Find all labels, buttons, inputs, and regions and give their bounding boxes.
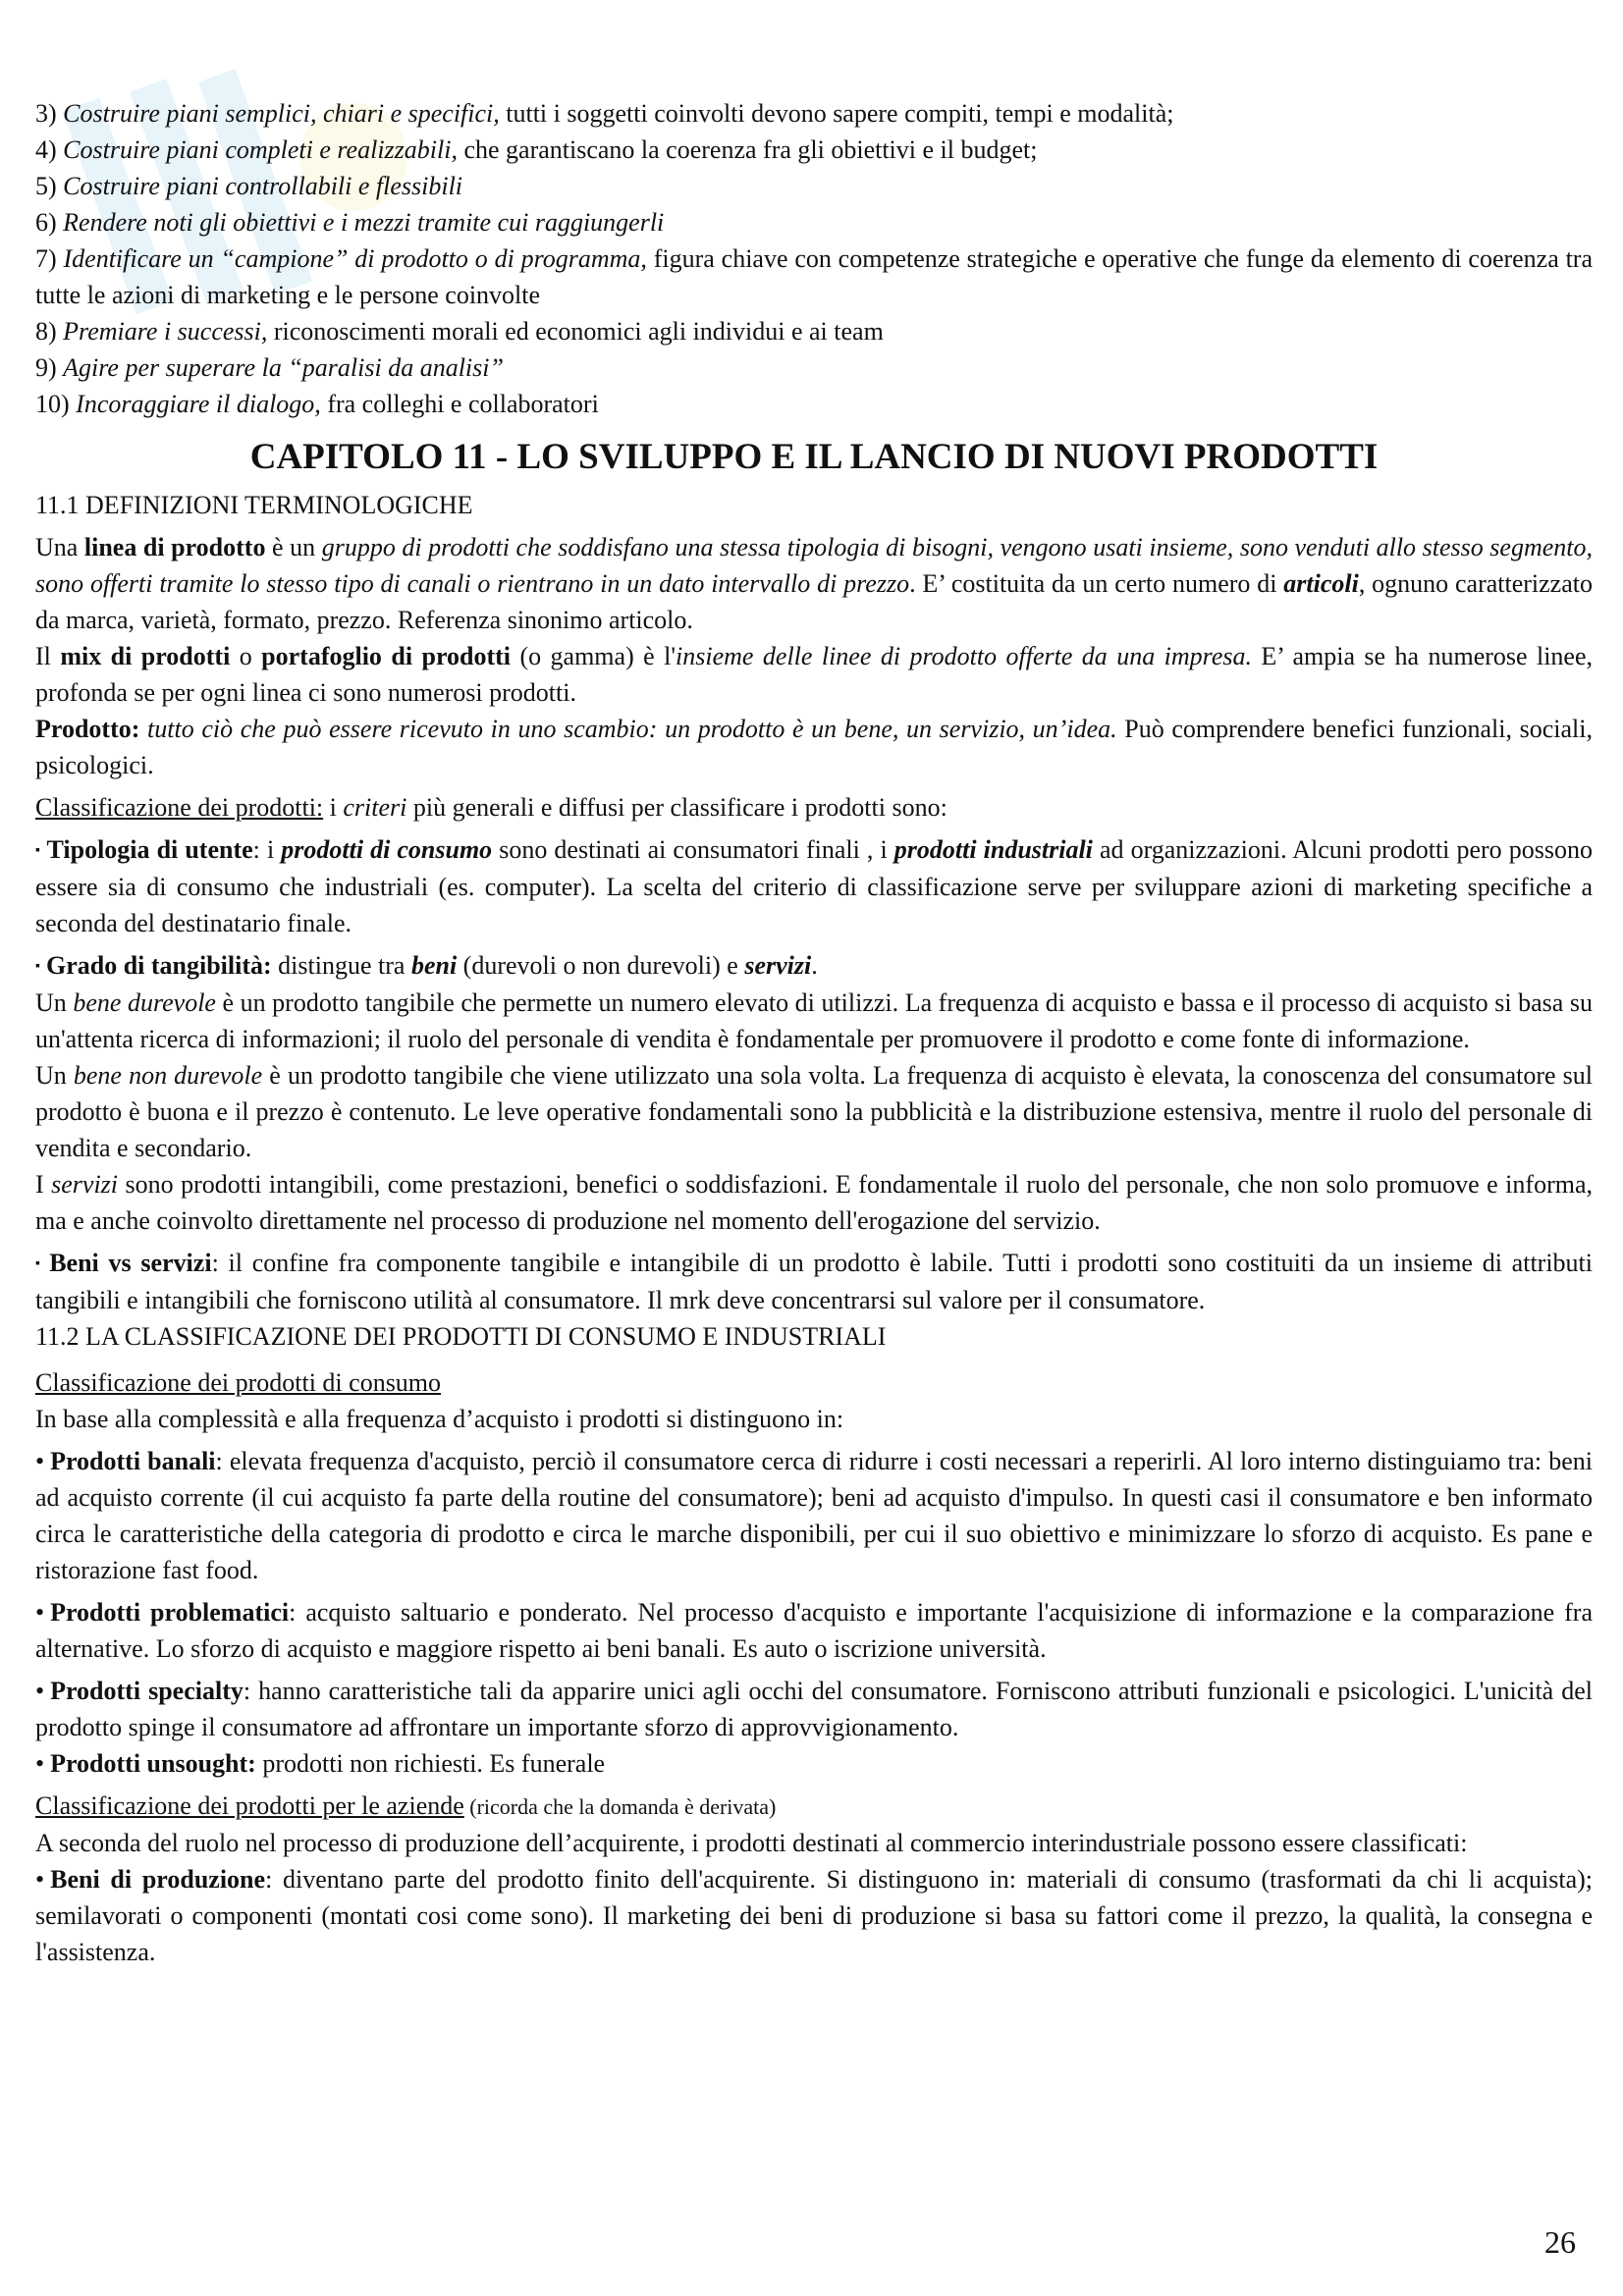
- bullet-grado-tangibilita: ▪ Grado di tangibilità: distingue tra beni (durevoli o non durevoli) e servizi.: [35, 951, 818, 980]
- list-item: 7) Identificare un “campione” di prodotto o di programma, figura chiave con competenze strategiche e operative che funge da elemento di coerenza tra tutte le azioni di marketing e le persone coinvolte: [35, 244, 1593, 309]
- section-heading-11-1: 11.1 DEFINIZIONI TERMINOLOGICHE: [35, 491, 473, 519]
- paragraph-mix-prodotti: Il mix di prodotti o portafoglio di prodotti (o gamma) è l'insieme delle linee di prodotto offerte da una impresa. E’ ampia se ha numerose linee, profonda se per ogni linea ci sono numerosi prodotti.: [35, 642, 1594, 707]
- list-item: 9) Agire per superare la “paralisi da analisi”: [35, 353, 504, 382]
- bullet-tipologia-utente: ▪ Tipologia di utente: i prodotti di consumo sono destinati ai consumatori finali , i prodotti industriali ad organizzazioni. Alcuni prodotti pero possono essere sia di consumo che industriali (es. computer). La scelta del criterio di classificazione serve per sviluppare azioni di marketing specifiche a seconda del destinatario finale.: [35, 835, 1593, 937]
- bullet-prodotti-specialty: • Prodotti specialty: hanno caratteristiche tali da apparire unici agli occhi del consumatore. Forniscono attributi funzionali e psicologici. L'unicità del prodotto spinge il consumatore ad affrontare un importante sforzo di approvvigionamento.: [35, 1677, 1594, 1741]
- bullet-prodotti-banali: • Prodotti banali: elevata frequenza d'acquisto, perciò il consumatore cerca di ridurre i costi necessari a reperirli. Al loro interno distinguiamo tra: beni ad acquisto corrente (il cui acquisto fa parte della routine del consumatore); beni ad acquisto d'impulso. In questi casi il consumatore e ben informato circa le caratteristiche della categoria di prodotto e circa le marche disponibili, per cui il suo obiettivo e minimizzare lo sforzo di acquisto. Es pane e ristorazione fast food.: [35, 1447, 1593, 1584]
- bullet-beni-vs-servizi: ▪ Beni vs servizi: il confine fra componente tangibile e intangibile di un prodotto è labile. Tutti i prodotti sono costituiti da un insieme di attributi tangibili e intangibili che forniscono utilità al consumatore. Il mrk deve concentrarsi sul valore per il consumatore.: [35, 1249, 1593, 1314]
- page-number: 26: [1544, 2224, 1576, 2260]
- paragraph-bene-durevole: Un bene durevole è un prodotto tangibile che permette un numero elevato di utilizzi. La frequenza di acquisto e bassa e il processo di acquisto si basa su un'attenta ricerca di informazioni; il ruolo del personale di vendita è fondamentale per promuovere il prodotto e come fonte di informazione.: [35, 988, 1594, 1053]
- numbered-list: [35, 95, 1593, 422]
- list-item: 4) Costruire piani completi e realizzabili, che garantiscano la coerenza fra gli obiettivi e il budget;: [35, 135, 1038, 164]
- paragraph-prodotto: Prodotto: tutto ciò che può essere ricevuto in uno scambio: un prodotto è un bene, un servizio, un’idea. Può comprendere benefici funzionali, sociali, psicologici.: [35, 715, 1593, 779]
- section-heading-11-2: 11.2 LA CLASSIFICAZIONE DEI PRODOTTI DI CONSUMO E INDUSTRIALI: [35, 1322, 887, 1351]
- bullet-prodotti-unsought: • Prodotti unsought: prodotti non richiesti. Es funerale: [35, 1749, 606, 1778]
- subheading-prodotti-aziende: Classificazione dei prodotti per le aziende (ricorda che la domanda è derivata): [35, 1791, 777, 1820]
- paragraph-intro-consumo: In base alla complessità e alla frequenza d’acquisto i prodotti si distinguono in:: [35, 1405, 844, 1433]
- list-item: 6) Rendere noti gli obiettivi e i mezzi tramite cui raggiungerli: [35, 208, 665, 237]
- paragraph-servizi: I servizi sono prodotti intangibili, come prestazioni, benefici o soddisfazioni. E fondamentale il ruolo del personale, che non solo promuove e informa, ma e anche coinvolto direttamente nel processo di produzione nel momento dell'erogazione del servizio.: [35, 1170, 1593, 1235]
- paragraph-classificazione: Classificazione dei prodotti: i criteri più generali e diffusi per classificare i prodotti sono:: [35, 793, 947, 822]
- document-page: [35, 95, 1593, 1970]
- list-item: 5) Costruire piani controllabili e flessibili: [35, 172, 463, 200]
- bullet-prodotti-problematici: • Prodotti problematici: acquisto saltuario e ponderato. Nel processo d'acquisto e importante l'acquisizione di informazione e la comparazione fra alternative. Lo sforzo di acquisto e maggiore rispetto ai beni banali. Es auto o iscrizione università.: [35, 1598, 1593, 1663]
- list-item: 8) Premiare i successi, riconoscimenti morali ed economici agli individui e ai team: [35, 317, 884, 346]
- paragraph-intro-aziende: A seconda del ruolo nel processo di produzione dell’acquirente, i prodotti destinati al commercio interindustriale possono essere classificati:: [35, 1829, 1468, 1857]
- chapter-title: CAPITOLO 11 - LO SVILUPPO E IL LANCIO DI NUOVI PRODOTTI: [249, 437, 1379, 477]
- paragraph-bene-non-durevole: Un bene non durevole è un prodotto tangibile che viene utilizzato una sola volta. La frequenza di acquisto è elevata, la conoscenza del consumatore sul prodotto è buona e il prezzo è contenuto. Le leve operative fondamentali sono la pubblicità e la distribuzione estensiva, mentre il ruolo del personale di vendita e secondario.: [35, 1061, 1593, 1162]
- paragraph-linea-prodotto: Una linea di prodotto è un gruppo di prodotti che soddisfano una stessa tipologia di bisogni, vengono usati insieme, sono venduti allo stesso segmento, sono offerti tramite lo stesso tipo di canali o rientrano in un dato intervallo di prezzo. E’ costituita da un certo numero di articoli, ognuno caratterizzato da marca, varietà, formato, prezzo. Referenza sinonimo articolo.: [35, 533, 1593, 634]
- list-item: 10) Incoraggiare il dialogo, fra colleghi e collaboratori: [35, 390, 599, 418]
- bullet-beni-produzione: • Beni di produzione: diventano parte del prodotto finito dell'acquirente. Si distinguono in: materiali di consumo (trasformati da chi li acquista); semilavorati o componenti (montati cosi come sono). Il marketing dei beni di produzione si basa su fattori come il prezzo, la qualità, la consegna e l'assistenza.: [35, 1865, 1593, 1966]
- list-item: 3) Costruire piani semplici, chiari e specifici, tutti i soggetti coinvolti devono sapere compiti, tempi e modalità;: [35, 99, 1174, 128]
- subheading-prodotti-consumo: Classificazione dei prodotti di consumo: [35, 1368, 442, 1397]
